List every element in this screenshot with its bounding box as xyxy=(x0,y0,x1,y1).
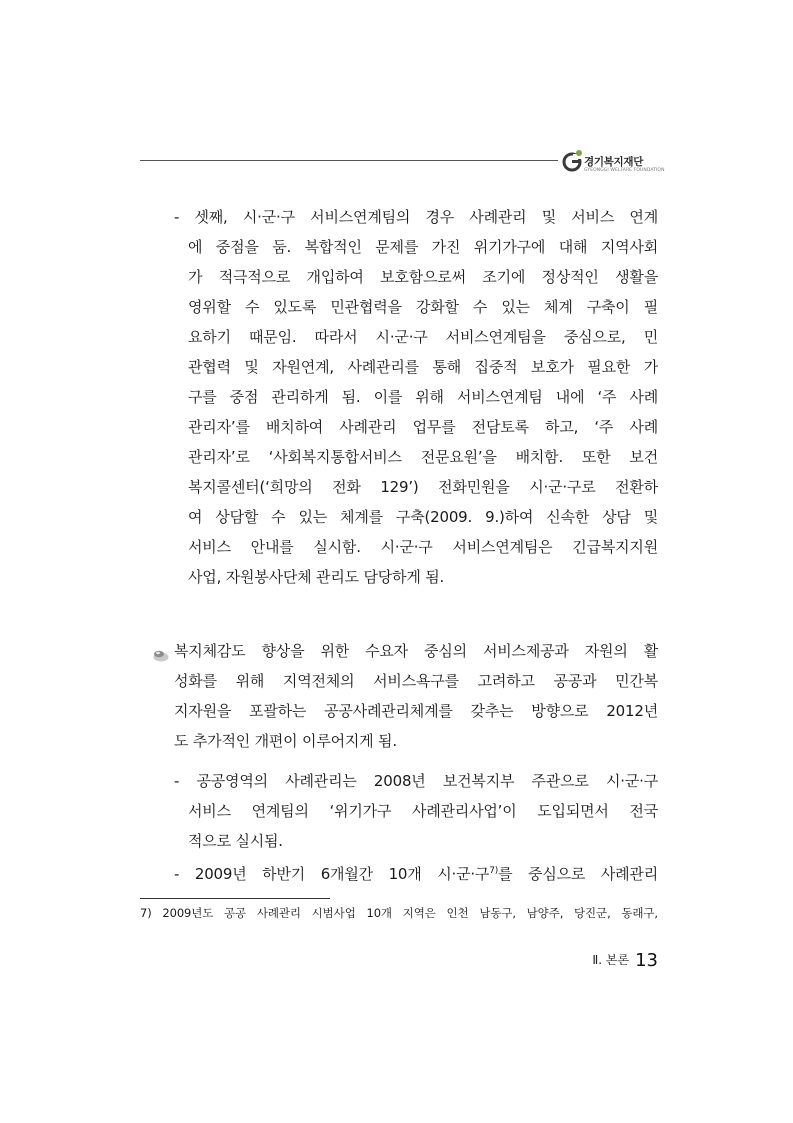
text-line: 지자원을 포괄하는 공공사례관리체계를 갖추는 방향으로 2012년 xyxy=(174,702,658,720)
text-line: 관리자’로 ‘사회복지통합서비스 전문요원’을 배치함. 또한 보건 xyxy=(188,448,658,466)
text-line: 에 중점을 둠. 복합적인 문제를 가진 위기가구에 대해 지역사회 xyxy=(188,238,658,256)
text-line: - 셋째, 시·군·구 서비스연계팀의 경우 사례관리 및 서비스 연계 xyxy=(174,208,658,226)
text-segment: 를 중심으로 사례관리 xyxy=(498,865,658,883)
text-line: 복지체감도 향상을 위한 수요자 중심의 서비스제공과 자원의 활 xyxy=(174,642,658,660)
text-line: 요하기 때문임. 따라서 시·군·구 서비스연계팀을 중심으로, 민 xyxy=(188,328,658,346)
text-line: 서비스 연계팀의 ‘위기가구 사례관리사업’이 도입되면서 전국 xyxy=(188,802,658,820)
paragraph-public-case-management xyxy=(174,766,658,856)
section-label: Ⅱ. 본론 xyxy=(592,953,630,967)
paragraph-reform-2012 xyxy=(174,636,658,756)
text-line: 구를 중점 관리하게 됨. 이를 위해 서비스연계팀 내에 ‘주 사례 xyxy=(188,388,658,406)
text-line: - 공공영역의 사례관리는 2008년 보건복지부 주관으로 시·군·구 xyxy=(174,772,658,790)
foundation-logo-icon xyxy=(562,148,584,174)
text-line: 사업, 자원봉사단체 관리도 담당하게 됨. xyxy=(188,568,445,586)
paragraph-pilot-2009 xyxy=(174,856,658,889)
footnote-rule xyxy=(140,898,330,899)
bullet-icon xyxy=(152,648,170,662)
text-line xyxy=(174,856,658,889)
text-line: 적으로 실시됨. xyxy=(188,832,283,850)
text-line: 서비스 안내를 실시함. 시·군·구 서비스연계팀은 긴급복지지원 xyxy=(188,538,658,556)
header-rule xyxy=(140,160,558,161)
org-name: 경기복지재단 xyxy=(584,156,644,168)
text-line: 관협력 및 자원연계, 사례관리를 통해 집중적 보호가 필요한 가 xyxy=(188,358,658,376)
text-line: 성화를 위해 지역전체의 서비스욕구를 고려하고 공공과 민간복 xyxy=(174,672,658,690)
org-logo xyxy=(562,148,665,178)
footnote-ref: 7) xyxy=(489,866,499,876)
text-line: 복지콜센터(‘희망의 전화 129’) 전화민원을 시·군·구로 전환하 xyxy=(188,478,658,496)
org-subtitle: GYEONGGI WELFARE FOUNDATION xyxy=(584,168,665,173)
page-footer xyxy=(540,950,658,971)
text-line: 도 추가적인 개편이 이루어지게 됨. xyxy=(174,732,397,750)
text-line: 관리자’를 배치하여 사례관리 업무를 전담토록 하고, ‘주 사례 xyxy=(188,418,658,436)
text-segment: - 2009년 하반기 6개월간 10개 시·군·구 xyxy=(174,865,490,883)
paragraph-service-linkage xyxy=(174,202,658,592)
text-line: 가 적극적으로 개입하여 보호함으로써 조기에 정상적인 생활을 xyxy=(188,268,658,286)
text-line: 여 상담할 수 있는 체계를 구축(2009. 9.)하여 신속한 상담 및 xyxy=(188,508,658,526)
page-number: 13 xyxy=(635,950,658,971)
text-line: 영위할 수 있도록 민관협력을 강화할 수 있는 체계 구축이 필 xyxy=(188,298,658,316)
footnote: 7) 2009년도 공공 사례관리 시범사업 10개 지역은 인천 남동구, 남양주, 당진군, 동래구, xyxy=(140,906,658,920)
